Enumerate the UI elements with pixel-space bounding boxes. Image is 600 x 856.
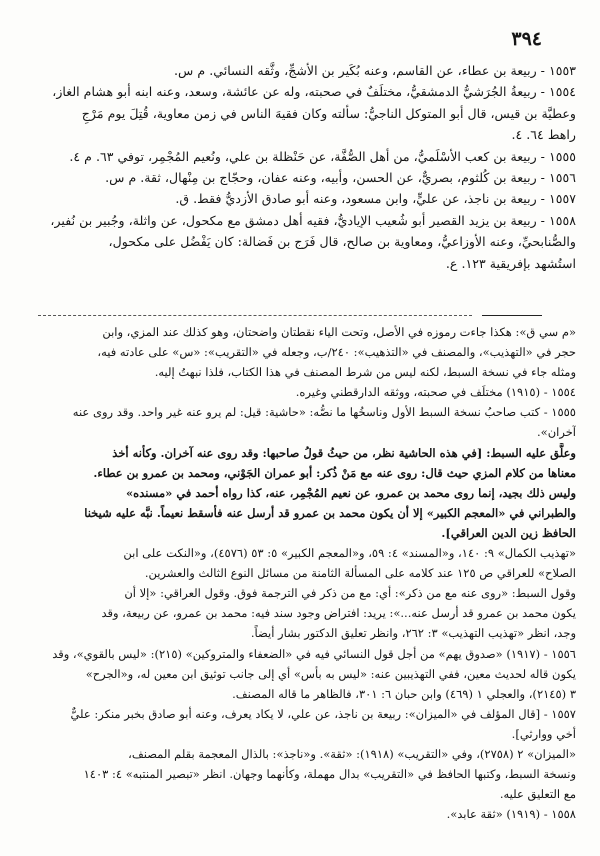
entry-1558: ١٥٥٨ - ربيعة بن يزيد القصير أبو شُعيب الإياديُّ، فقيه أهل دمشق مع مكحول، عن واثلة، وجُبير بن نُفير، xyxy=(50,212,576,228)
entry-1556: ١٥٥٦ - ربيعة بن كُلثوم، بصريٌّ، عن الحسن، وأبيه، وعنه عفان، وحجّاج بن مِنْهال، ثقة. م س. xyxy=(105,170,576,186)
page-number: ٣٩٤ xyxy=(511,28,542,50)
note-1558: ١٥٥٨ - (١٩١٩) «ثقة عابد». xyxy=(446,807,576,822)
note-line: يكون محمد بن عمرو قد أرسل عنه...»: يريد: افتراض وجود سند فيه: محمد بن عمرو، عن ربيعة، وقد xyxy=(101,606,576,621)
note-1557: ١٥٥٧ - [قال المؤلف في «الميزان»: ربيعة بن ناجذ، عن علي، لا يكاد يعرف، وعنه أبو صادق بخبر منكر: عليٌّ xyxy=(70,706,576,721)
note-line: «م سي ق»: هكذا جاءت رموزه في الأصل، وتحت الياء نقطتان واضحتان، وهو كذلك عند المزي، وابن xyxy=(102,325,576,339)
note-line: معناها من كلام المزي حيث قال: روى عنه مع مَنْ ذُكر: أبو عمران الجَوْني، ومحمد بن عمرو بن عطاء. xyxy=(93,465,576,480)
note-line: ونسخة السبط، وكتبها الحافظ في «التقريب» بدال مهملة، وكأنهما وجهان. انظر «تبصير المنتبه» ٤: ١٤٠٣ xyxy=(83,767,576,782)
entry-1557: ١٥٥٧ - ربيعة بن ناجذ، عن عليٍّ، وابن مسعود، وعنه أبو صادق الأزديُّ فقط. ق. xyxy=(175,191,576,207)
note-1556: ١٥٥٦ - (١٩١٧) «صدوق يهم» من أجل قول النسائي فيه في «الضعفاء والمتروكين» (٢١٥): «ليس بالقوي»، وقد xyxy=(52,646,576,661)
entry-1553: ١٥٥٣ - ربيعة بن عطاء، عن القاسم، وعنه بُكَير بن الأشجِّ، وثَّقه النسائي. م س. xyxy=(174,63,576,78)
note-line: حجر في «التهذيب»، والمصنف في «التذهيب»: ٢٤٠/ب، وجعله في «التقريب»: «س» على عادته فيه، xyxy=(97,345,576,360)
note-line: والطبراني في «المعجم الكبير» إلا أن يكون محمد بن عمرو قد أرسل عنه فأسقط نعيماً. نبَّه عليه شيخنا xyxy=(84,505,576,520)
note-line: آخران». xyxy=(537,425,576,440)
note-line: «الميزان» ٢ (٢٧٥٨)، وفي «التقريب» (١٩١٨): «ثقة». و«ناجذ»: بالذال المعجمة بقلم المصنف، xyxy=(128,746,576,761)
footnotes xyxy=(28,322,576,824)
note-line: «تهذيب الكمال» ٩: ١٤٠، و«المسند» ٤: ٥٩، و«المعجم الكبير» ٥: ٥٣ (٤٥٧٦)، و«النكت على ابن xyxy=(123,546,576,561)
note-line: وجد، انظر «تهذيب التهذيب» ٣: ٢٦٢، وانظر تعليق الدكتور بشار أيضاً. xyxy=(250,626,576,641)
note-1554: ١٥٥٤ - (١٩١٥) مختلَف في صحبته، ووثقه الدارقطني وغيره. xyxy=(295,385,576,400)
entry-1554-end: راهط ٦٤. ٤. xyxy=(511,127,576,143)
entry-1554: ١٥٥٤ - ربيعةُ الجُرَشيُّ الدمشقيُّ، مختلَفٌ في صحبته، وله عن عائشة، وسعد، وعنه ابنه أبو هشام الغاز، xyxy=(52,84,576,100)
entry-1554-cont: وعطيَّة بن قيس، قال أبو المتوكل الناجيُّ: سألته وكان فقيهَ الناس في زمن معاوية، قُتِلَ يوم مَرْجِ xyxy=(81,105,576,121)
entry-1558-end: استُشهد بإفريقية ١٢٣. ع. xyxy=(445,255,576,271)
note-line: مع التعليق عليه. xyxy=(499,787,576,802)
note-line: يكون قاله لحديث معين، ففي التهذيبين عنه: «ليس به بأس» أي إلى جانب توثيق ابن معين له، و«الجرح» xyxy=(85,666,576,681)
note-line: وقول السبط: «روى عنه مع من ذكر»: أي: مع من ذكر في الترجمة فوق. وقول العراقي: «إلا أن xyxy=(124,586,576,601)
entry-1558-cont: والصُّنابحيِّ، وعنه الأوزاعيُّ، ومعاوية بن صالح، قال فَرَج بن فَضالة: كان يَفْضُل على مكحول، xyxy=(108,234,576,250)
note-line: الحافظ زين الدين العراقي]. xyxy=(441,525,576,540)
note-line: وعلَّق عليه السبط: [في هذه الحاشية نظر، من حيثُ قولُ صاحبها: وقد روى عنه آخران. وكأنه أخذ xyxy=(112,445,576,460)
note-line: ٣ (٢١٤٥)، والعجلي ١ (٤٦٩) وابن حبان ٦: ٣٠١، فالظاهر ما قاله المصنف. xyxy=(232,686,576,701)
entry-1555: ١٥٥٥ - ربيعة بن كعب الأسْلَميُّ، من أهل الصُّفَّة، عن حَنْظلة بن علي، ونُعيم المُجْمِر، توفي ٦٣. م ٤. xyxy=(69,148,576,164)
note-line: الصلاح» للعراقي ص ١٢٥ عند كلامه على المسألة الثامنة من مسائل النوع الثالث والعشرين. xyxy=(144,566,576,581)
note-1555: ١٥٥٥ - كتب صاحبُ نسخة السبط الأول وناسخُها ما نصُّه: «حاشية: قيل: لم يرو عنه غير واحد. وقد روى عنه xyxy=(72,405,576,420)
main-text xyxy=(30,60,576,274)
note-line: وليس ذلك بجيد، إنما روى محمد بن عمرو، عن نعيم المُجْمِر، عنه، كذا رواه أحمد في «مسنده» xyxy=(125,485,576,500)
note-line: ومثله جاء في نسخة السبط، لكنه ليس من شرط المصنف في هذا الكتاب، فلذا نبهتُ إليه. xyxy=(154,365,576,380)
note-line: أخي ووارثي]. xyxy=(511,726,576,741)
